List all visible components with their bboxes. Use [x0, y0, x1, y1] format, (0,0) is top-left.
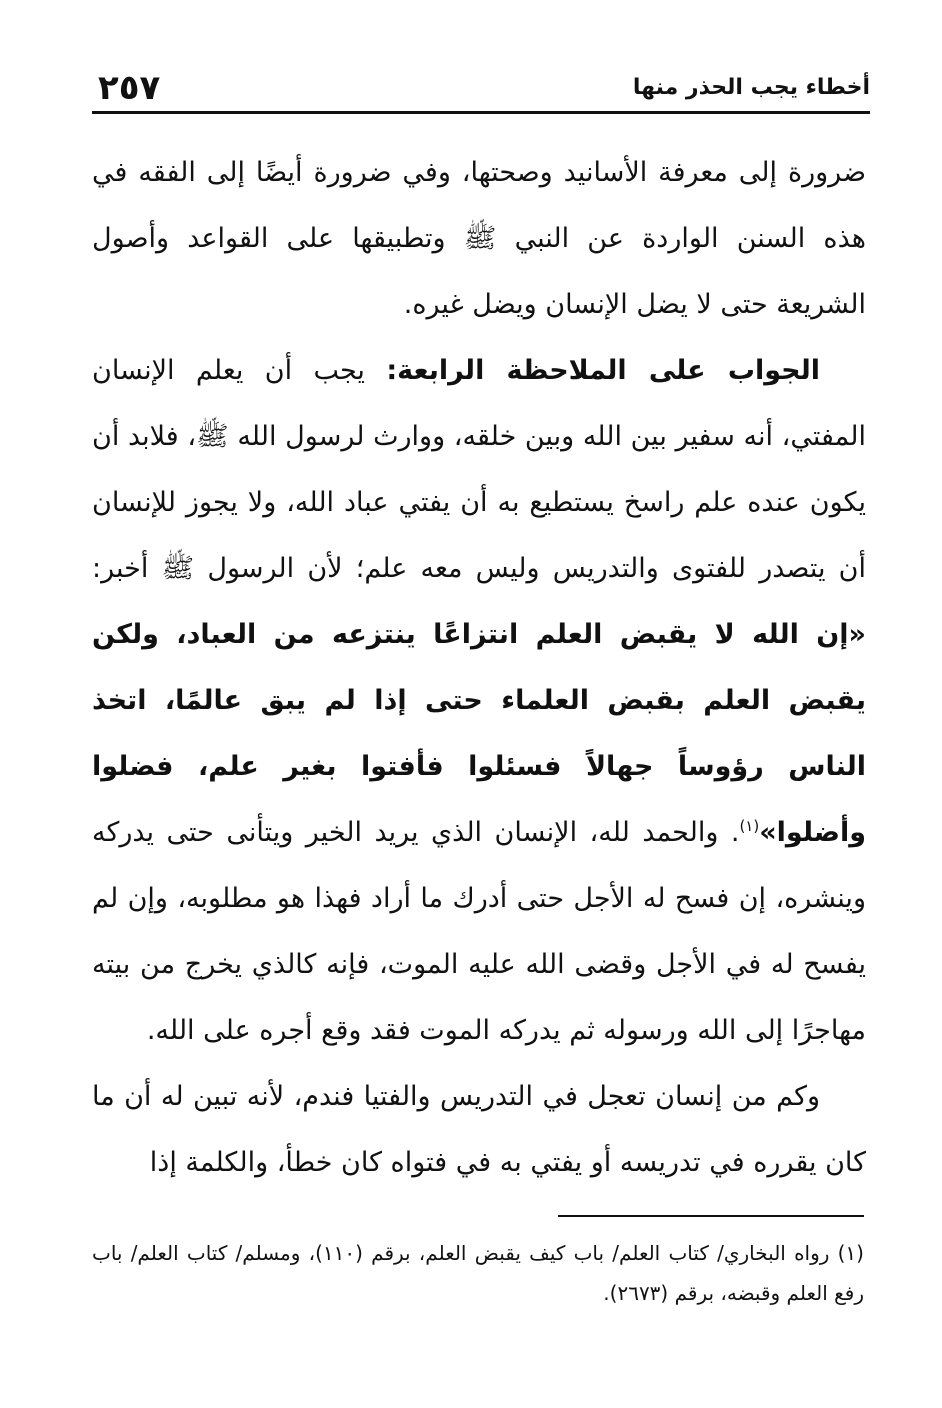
paragraph-2-lead: الجواب على الملاحظة الرابعة: — [386, 355, 820, 386]
main-text — [92, 140, 866, 1196]
hadith-quote: «إن الله لا يقبض العلم انتزاعًا ينتزعه من العباد، ولكن يقبض العلم بقبض العلماء حتى إذا لم يبق عالمًا، اتخذ الناس رؤوساً جهالاً فسئلوا فأفتوا بغير علم، فضلوا وأضلوا» — [92, 619, 866, 848]
paragraph-2-text: يجب أن يعلم الإنسان المفتي، أنه سفير بين الله وبين خلقه، ووارث لرسول الله ﷺ، فلابد أن يكون عنده علم راسخ يستطيع به أن يفتي عباد الله، ولا يجوز للإنسان أن يتصدر للفتوى والتدريس وليس معه علم؛ لأن الرسول ﷺ أخبر: — [92, 355, 866, 584]
footnotes — [92, 1233, 864, 1313]
footnote-reference: (١) — [739, 817, 760, 835]
running-title: أخطاء يجب الحذر منها — [632, 75, 870, 100]
page-number: ٢٥٧ — [98, 68, 161, 108]
page-header — [92, 66, 870, 110]
paragraph-2-continuation: . والحمد لله، الإنسان الذي يريد الخير ويتأنى حتى يدركه وينشره، إن فسح له الأجل حتى أدرك ما أراد فهذا هو مطلوبه، وإن لم يفسح له في الأجل وقضى الله عليه الموت، فإنه كالذي يخرج من بيته مهاجرًا إلى الله ورسوله ثم يدركه الموت فقد وقع أجره على الله. — [92, 817, 866, 1046]
header-rule — [92, 111, 870, 114]
paragraph-3: وكم من إنسان تعجل في التدريس والفتيا فندم، لأنه تبين له أن ما كان يقرره في تدريسه أو يفتي به في فتواه كان خطأ، والكلمة إذا — [92, 1081, 866, 1178]
paragraph-2 — [92, 338, 866, 1064]
paragraph-1: ضرورة إلى معرفة الأسانيد وصحتها، وفي ضرورة أيضًا إلى الفقه في هذه السنن الواردة عن النبي ﷺ وتطبيقها على القواعد وأصول الشريعة حتى لا يضل الإنسان ويضل غيره. — [92, 157, 866, 320]
footnote-separator — [558, 1215, 864, 1217]
footnote-1: (١) رواه البخاري/ كتاب العلم/ باب كيف يقبض العلم، برقم (١١٠)، ومسلم/ كتاب العلم/ باب رفع العلم وقبضه، برقم (٢٦٧٣). — [92, 1241, 864, 1305]
